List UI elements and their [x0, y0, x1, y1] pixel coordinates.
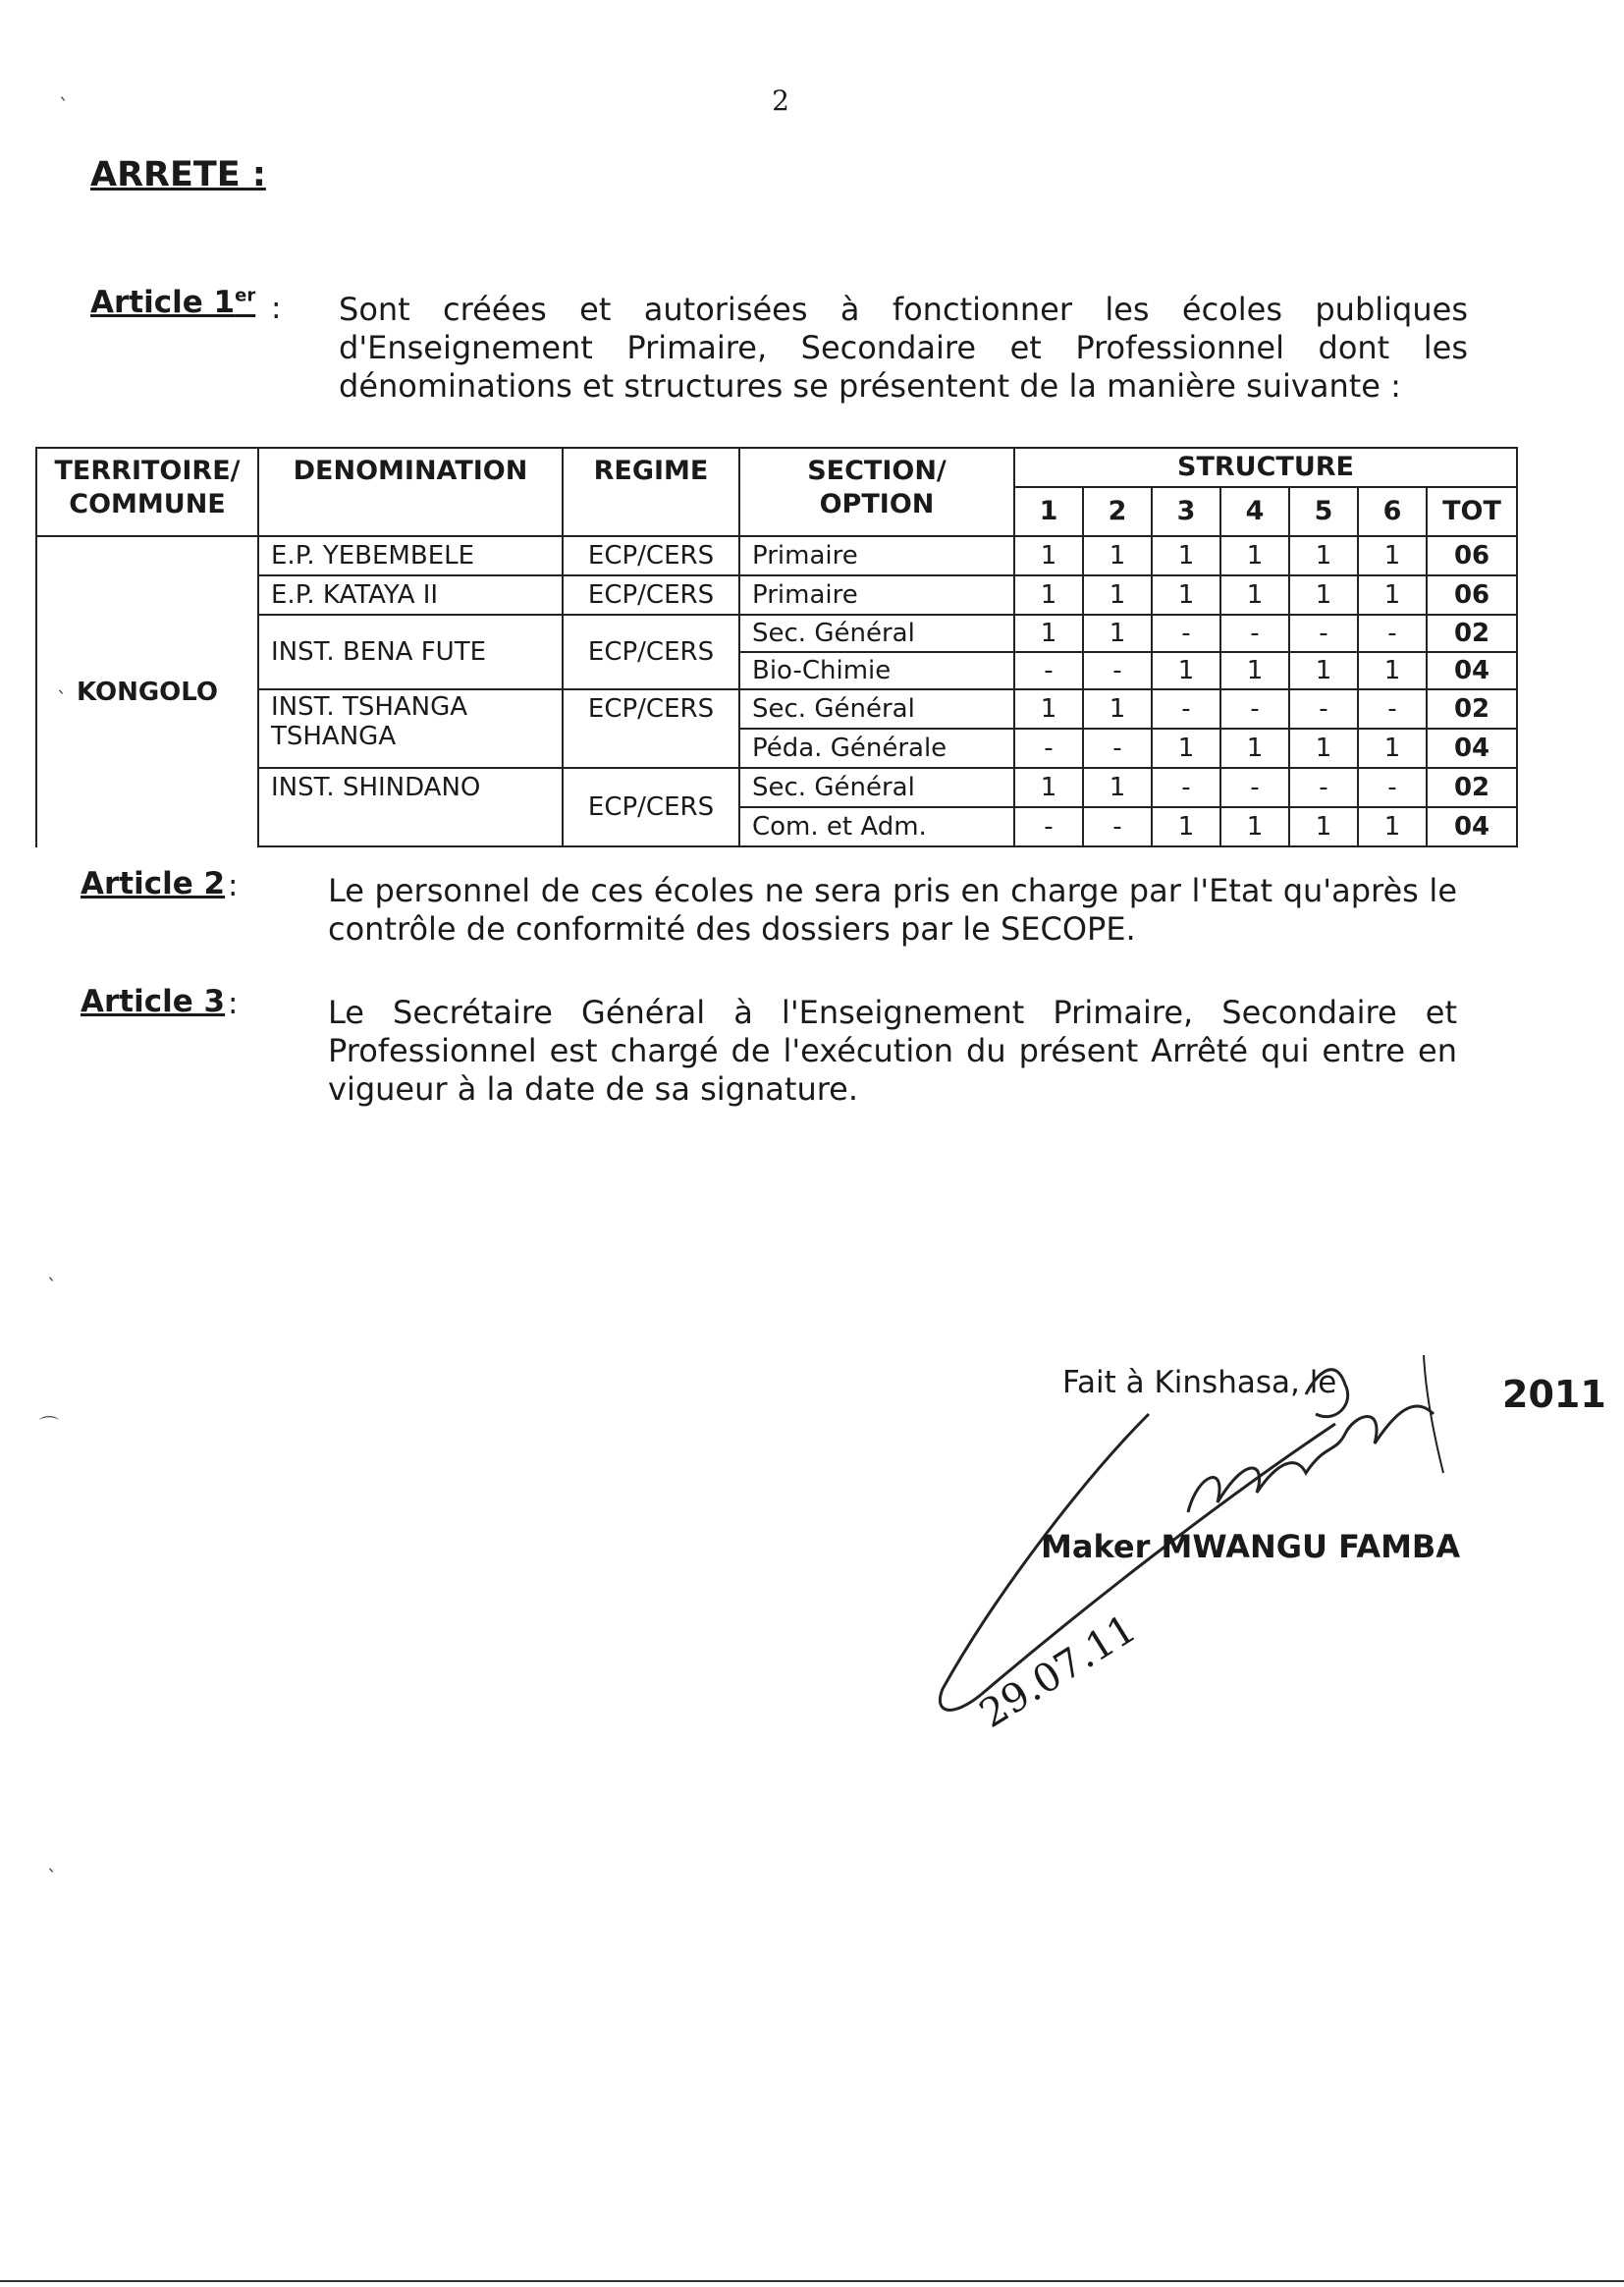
- header-level-1: 1: [1014, 487, 1083, 536]
- school-regime: ECP/CERS: [563, 575, 739, 615]
- total-cell: 02: [1427, 615, 1517, 652]
- section-option: Péda. Générale: [739, 729, 1014, 768]
- level-cell: -: [1220, 615, 1289, 652]
- level-cell: -: [1358, 689, 1427, 729]
- level-cell: 1: [1358, 729, 1427, 768]
- article-1-superscript: er: [235, 285, 256, 306]
- total-cell: 04: [1427, 729, 1517, 768]
- level-cell: 1: [1358, 575, 1427, 615]
- header-territoire: TERRITOIRE/ COMMUNE: [36, 448, 258, 536]
- level-cell: 1: [1152, 652, 1220, 689]
- header-level-4: 4: [1220, 487, 1289, 536]
- school-name: E.P. YEBEMBELE: [258, 536, 563, 575]
- place-date-label: Fait à Kinshasa, le: [1062, 1365, 1337, 1400]
- article-2-colon: :: [228, 868, 239, 903]
- level-cell: 1: [1220, 807, 1289, 846]
- level-cell: 1: [1220, 575, 1289, 615]
- article-1-label: Article 1er: [90, 285, 256, 320]
- table-row: [36, 536, 1517, 575]
- header-denomination: DENOMINATION: [258, 448, 563, 536]
- article-1-colon: :: [271, 291, 282, 326]
- level-cell: -: [1152, 615, 1220, 652]
- header-level-5: 5: [1289, 487, 1358, 536]
- schools-table: [35, 447, 1518, 847]
- article-2-label: Article 2: [81, 866, 226, 901]
- level-cell: 1: [1358, 536, 1427, 575]
- scan-mark: `: [59, 94, 69, 118]
- section-option: Bio-Chimie: [739, 652, 1014, 689]
- total-cell: 04: [1427, 652, 1517, 689]
- header-structure: STRUCTURE: [1014, 448, 1517, 487]
- level-cell: 1: [1220, 729, 1289, 768]
- total-cell: 06: [1427, 575, 1517, 615]
- level-cell: -: [1289, 689, 1358, 729]
- table-row: [36, 689, 1517, 729]
- school-name: INST. SHINDANO: [258, 768, 563, 846]
- level-cell: 1: [1289, 652, 1358, 689]
- article-3-colon: :: [228, 986, 239, 1021]
- level-cell: 1: [1014, 575, 1083, 615]
- level-cell: -: [1014, 729, 1083, 768]
- level-cell: 1: [1083, 768, 1152, 807]
- level-cell: -: [1014, 652, 1083, 689]
- page-number: 2: [772, 84, 789, 117]
- level-cell: 1: [1358, 652, 1427, 689]
- total-cell: 02: [1427, 689, 1517, 729]
- level-cell: 1: [1014, 615, 1083, 652]
- level-cell: -: [1152, 768, 1220, 807]
- section-option: Primaire: [739, 536, 1014, 575]
- section-option: Sec. Général: [739, 768, 1014, 807]
- level-cell: -: [1358, 768, 1427, 807]
- table-row: [36, 615, 1517, 652]
- date-stamp: 2011: [1502, 1373, 1606, 1416]
- school-name: INST. TSHANGA TSHANGA: [258, 689, 563, 768]
- scan-mark: `: [57, 687, 67, 711]
- level-cell: -: [1083, 807, 1152, 846]
- school-name: INST. BENA FUTE: [258, 615, 563, 689]
- school-regime: ECP/CERS: [563, 768, 739, 846]
- table-row: [36, 575, 1517, 615]
- handwritten-date: 29.07.11: [972, 1606, 1145, 1738]
- level-cell: 1: [1014, 768, 1083, 807]
- level-cell: 1: [1289, 807, 1358, 846]
- level-cell: 1: [1289, 729, 1358, 768]
- page-bottom-edge: [0, 2280, 1624, 2282]
- level-cell: 1: [1083, 536, 1152, 575]
- article-1-text: Sont créées et autorisées à fonctionner les écoles publiques d'Enseignement Primaire, Secondaire et Professionnel dont les dénominations et structures se présentent de la manière suivante :: [339, 291, 1468, 405]
- level-cell: 1: [1083, 689, 1152, 729]
- section-option: Primaire: [739, 575, 1014, 615]
- table-row: [36, 768, 1517, 807]
- level-cell: 1: [1220, 652, 1289, 689]
- school-regime: ECP/CERS: [563, 615, 739, 689]
- section-option: Com. et Adm.: [739, 807, 1014, 846]
- header-level-6: 6: [1358, 487, 1427, 536]
- school-name: E.P. KATAYA II: [258, 575, 563, 615]
- article-3-text: Le Secrétaire Général à l'Enseignement Primaire, Secondaire et Professionnel est chargé de l'exécution du présent Arrêté qui entre en vigueur à la date de sa signature.: [328, 994, 1457, 1108]
- level-cell: 1: [1014, 689, 1083, 729]
- article-3-label: Article 3: [81, 984, 226, 1019]
- level-cell: 1: [1289, 536, 1358, 575]
- signatory-name: Maker MWANGU FAMBA: [1041, 1528, 1461, 1565]
- header-level-tot: TOT: [1427, 487, 1517, 536]
- level-cell: -: [1289, 768, 1358, 807]
- section-option: Sec. Général: [739, 615, 1014, 652]
- level-cell: 1: [1014, 536, 1083, 575]
- total-cell: 02: [1427, 768, 1517, 807]
- header-level-2: 2: [1083, 487, 1152, 536]
- level-cell: -: [1083, 729, 1152, 768]
- level-cell: 1: [1083, 575, 1152, 615]
- total-cell: 04: [1427, 807, 1517, 846]
- total-cell: 06: [1427, 536, 1517, 575]
- level-cell: 1: [1220, 536, 1289, 575]
- level-cell: -: [1289, 615, 1358, 652]
- level-cell: 1: [1152, 575, 1220, 615]
- decree-heading: ARRETE :: [90, 155, 266, 194]
- level-cell: 1: [1152, 729, 1220, 768]
- level-cell: 1: [1152, 807, 1220, 846]
- level-cell: -: [1220, 689, 1289, 729]
- level-cell: 1: [1358, 807, 1427, 846]
- school-regime: ECP/CERS: [563, 689, 739, 768]
- header-section: SECTION/ OPTION: [739, 448, 1014, 536]
- level-cell: -: [1152, 689, 1220, 729]
- article-2-text: Le personnel de ces écoles ne sera pris en charge par l'Etat qu'après le contrôle de conformité des dossiers par le SECOPE.: [328, 872, 1457, 948]
- scan-mark: ⌒: [39, 1414, 59, 1438]
- level-cell: -: [1014, 807, 1083, 846]
- level-cell: 1: [1289, 575, 1358, 615]
- territoire-cell: KONGOLO: [36, 536, 258, 847]
- header-level-3: 3: [1152, 487, 1220, 536]
- level-cell: -: [1358, 615, 1427, 652]
- level-cell: -: [1220, 768, 1289, 807]
- level-cell: 1: [1083, 615, 1152, 652]
- school-regime: ECP/CERS: [563, 536, 739, 575]
- section-option: Sec. Général: [739, 689, 1014, 729]
- level-cell: 1: [1152, 536, 1220, 575]
- scan-mark: `: [47, 1275, 57, 1298]
- level-cell: -: [1083, 652, 1152, 689]
- scan-mark: `: [47, 1866, 57, 1889]
- header-regime: REGIME: [563, 448, 739, 536]
